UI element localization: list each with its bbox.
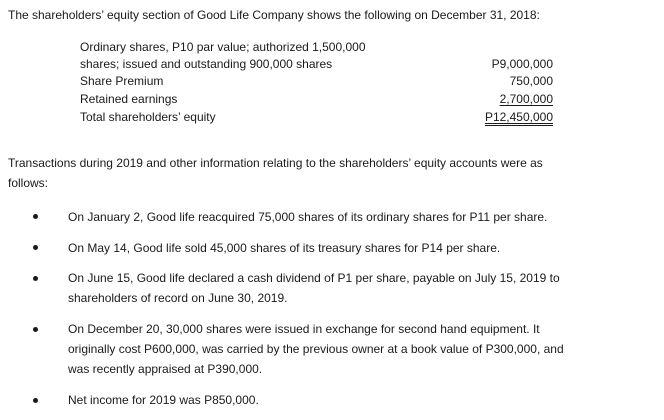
bullet-text: On January 2, Good life reacquired 75,000 shares of its ordinary shares for P11 per share. <box>68 210 548 224</box>
transactions-intro-line1: Transactions during 2019 and other information relating to the shareholders’ equity accounts were as <box>8 156 543 170</box>
bullet-icon <box>33 245 38 250</box>
bullet-icon <box>33 214 38 219</box>
bullet-text-line1: On December 20, 30,000 shares were issued in exchange for second hand equipment. It <box>68 322 540 336</box>
bullet-text: Net income for 2019 was P850,000. <box>68 393 259 407</box>
bullet-icon <box>33 327 38 332</box>
bullet-text-line2: shareholders of record on June 30, 2019. <box>68 291 288 305</box>
intro-text: The shareholders’ equity section of Good Life Company shows the following on December 31, 2018: <box>8 8 540 22</box>
retained-earnings-label: Retained earnings <box>80 92 178 106</box>
retained-earnings-value: 2,700,000 <box>499 92 553 106</box>
transactions-intro-line2: follows: <box>8 176 49 190</box>
ordinary-shares-label-line1: Ordinary shares, P10 par value; authorized 1,500,000 <box>80 40 366 54</box>
bullet-icon <box>33 276 38 281</box>
bullet-icon <box>33 398 38 403</box>
bullet-text-line3: was recently appraised at P390,000. <box>68 362 263 376</box>
bullet-text-line1: On June 15, Good life declared a cash dividend of P1 per share, payable on July 15, 2019 to <box>68 271 560 285</box>
share-premium-label: Share Premium <box>80 74 164 88</box>
ordinary-shares-label-line2: shares; issued and outstanding 900,000 shares <box>80 57 333 71</box>
share-premium-value: 750,000 <box>509 74 553 88</box>
total-equity-label: Total shareholders’ equity <box>80 110 216 124</box>
bullet-text-line2: originally cost P600,000, was carried by the previous owner at a book value of P300,000, and <box>68 342 564 356</box>
ordinary-shares-value: P9,000,000 <box>491 57 553 71</box>
bullet-text: On May 14, Good life sold 45,000 shares of its treasury shares for P14 per share. <box>68 241 501 255</box>
total-equity-value: P12,450,000 <box>484 110 553 124</box>
